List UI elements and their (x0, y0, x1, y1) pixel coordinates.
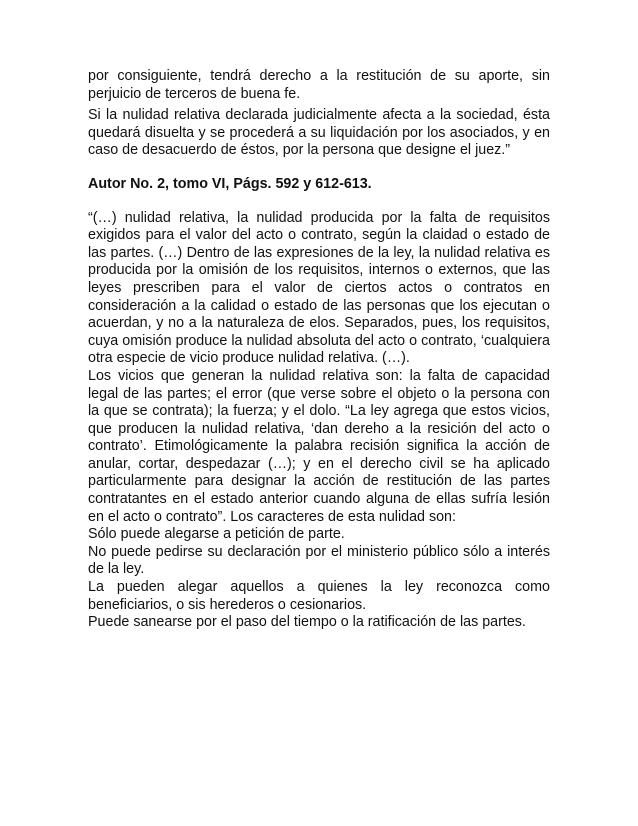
characteristic-item-3: La pueden alegar aquellos a quienes la ley reconozca como beneficiarios, o sis herederos o cesionarios. (88, 579, 550, 613)
quote-paragraph-vices: Los vicios que generan la nulidad relativa son: la falta de capacidad legal de las partes; el error (que verse sobre el objeto o la persona con la que se contrata); la fuerza; y el dolo. “La ley agrega que estos vicios, que producen la nulidad relativa, ‘dan dereho a la resición del acto o contrato’. Etimológicamente la palabra recisión significa la acción de anular, cortar, despedazar (…); y en el derecho civil se ha aplicado particularmente para designar la acción de restitución de las partes contratantes en el estado anterior cuando alguna de ellas sufría lesión en el acto o contrato”. Los caracteres de esta nulidad son: (88, 367, 550, 525)
characteristic-item-4: Puede sanearse por el paso del tiempo o la ratificación de las partes. (88, 614, 526, 631)
paragraph-dissolution: Si la nulidad relativa declarada judicialmente afecta a la sociedad, ésta quedará disuelta y se procederá a su liquidación por los asociados, y en caso de desacuerdo de éstos, por la persona que designe el juez.” (88, 107, 550, 159)
quote-paragraph-definition: “(…) nulidad relativa, la nulidad producida por la falta de requisitos exigidos para el valor del acto o contrato, según la claidad o estado de las partes. (…) Dentro de las expresiones de la ley, la nulidad relativa es producida por la omisión de los requisitos, internos o externos, que las leyes prescriben para el valor de ciertos actos o contratos en consideración a la calidad o estado de las personas que los ejecutan o acuerdan, y no a la naturaleza de elos. Separados, pues, los requisitos, cuya omisión produce la nulidad absoluta del acto o contrato, ‘cualquiera otra especie de vicio produce nulidad relativa. (…). (88, 209, 550, 367)
characteristic-item-2: No puede pedirse su declaración por el ministerio público sólo a interés de la ley. (88, 543, 550, 578)
paragraph-restitution: por consiguiente, tendrá derecho a la restitución de su aporte, sin perjuicio de terceros de buena fe. (88, 68, 550, 102)
quote-block (88, 210, 550, 632)
document-page (88, 68, 550, 632)
author-heading: Autor No. 2, tomo VI, Págs. 592 y 612-613. (88, 175, 372, 192)
characteristic-item-1: Sólo puede alegarse a petición de parte. (88, 526, 345, 543)
